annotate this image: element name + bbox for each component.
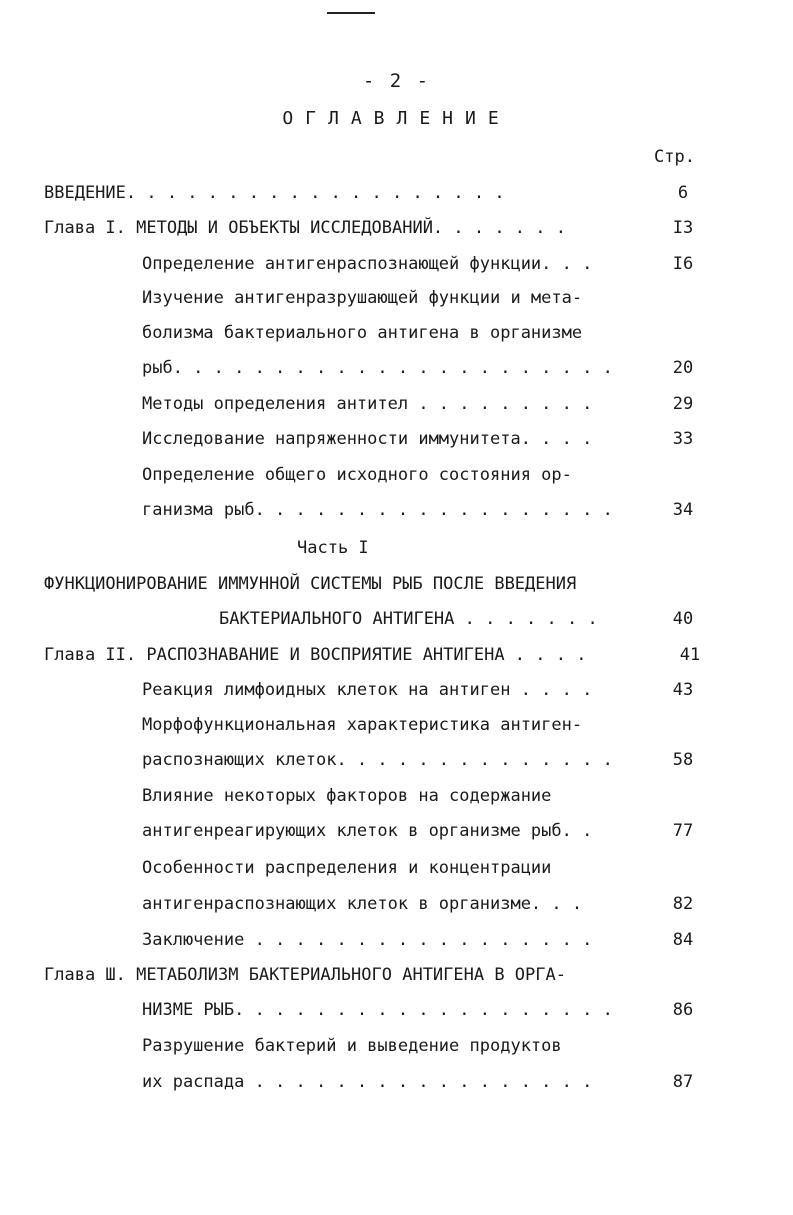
page-title: ОГЛАВЛЕНИЕ: [282, 108, 511, 129]
toc-page: 87: [672, 1072, 694, 1092]
toc-line: Изучение антигенразрушающей функции и мета-: [142, 288, 583, 308]
toc-line: Реакция лимфоидных клеток на антиген . . . .: [142, 680, 593, 700]
toc-line: Морфофункциональная характеристика антиген-: [142, 715, 583, 735]
toc-line: Методы определения антител . . . . . . . . .: [142, 394, 593, 414]
toc-line: Особенности распределения и концентрации: [142, 858, 552, 878]
toc-page: 58: [672, 750, 694, 770]
toc-line: НИЗМЕ РЫБ. . . . . . . . . . . . . . . . . . .: [142, 1000, 613, 1020]
toc-line: ФУНКЦИОНИРОВАНИЕ ИММУННОЙ СИСТЕМЫ РЫБ ПОСЛЕ ВВЕДЕНИЯ: [44, 574, 577, 594]
top-rule: [327, 12, 375, 14]
toc-line: антигенреагирующих клеток в организме рыб. .: [142, 821, 593, 841]
toc-line: антигенраспознающих клеток в организме. . .: [142, 894, 583, 914]
toc-line: их распада . . . . . . . . . . . . . . . . .: [142, 1072, 593, 1092]
toc-page: 43: [672, 680, 694, 700]
toc-page: 6: [677, 183, 689, 203]
toc-page: 84: [672, 930, 694, 950]
toc-line: Определение антигенраспознающей функции. . .: [142, 254, 593, 274]
toc-line: Влияние некоторых факторов на содержание: [142, 786, 552, 806]
toc-page: 33: [672, 429, 694, 449]
toc-page: 40: [672, 609, 694, 629]
toc-page: 82: [672, 894, 694, 914]
toc-page: 34: [672, 500, 694, 520]
toc-page: 29: [672, 394, 694, 414]
toc-page: I6: [672, 254, 694, 274]
toc-line: Глава Ш. МЕТАБОЛИЗМ БАКТЕРИАЛЬНОГО АНТИГЕНА В ОРГА-: [44, 965, 566, 985]
toc-line: Глава I. МЕТОДЫ И ОБЪЕКТЫ ИССЛЕДОВАНИЙ. . . . . . .: [44, 218, 566, 238]
toc-line: ВВЕДЕНИЕ. . . . . . . . . . . . . . . . . . .: [44, 183, 505, 203]
toc-line: Глава II. РАСПОЗНАВАНИЕ И ВОСПРИЯТИЕ АНТИГЕНА . . . .: [44, 645, 587, 665]
toc-line: ганизма рыб. . . . . . . . . . . . . . . . . .: [142, 500, 613, 520]
page-column-header: Стр.: [654, 147, 695, 167]
toc-page: I3: [672, 218, 694, 238]
page-number: - 2 -: [362, 70, 431, 92]
toc-page: 77: [672, 821, 694, 841]
part-heading: Часть I: [297, 538, 369, 558]
toc-line: рыб. . . . . . . . . . . . . . . . . . . . . .: [142, 358, 613, 378]
toc-line: распознающих клеток. . . . . . . . . . . . . .: [142, 750, 613, 770]
toc-line: Определение общего исходного состояния ор-: [142, 465, 572, 485]
toc-line: болизма бактериального антигена в организме: [142, 323, 583, 343]
toc-line: Исследование напряженности иммунитета. . . .: [142, 429, 593, 449]
toc-page: 86: [672, 1000, 694, 1020]
toc-page: 20: [672, 358, 694, 378]
toc-line: БАКТЕРИАЛЬНОГО АНТИГЕНА . . . . . . .: [219, 609, 598, 629]
toc-line: Разрушение бактерий и выведение продуктов: [142, 1036, 562, 1056]
toc-page: 41: [679, 645, 701, 665]
toc-line: Заключение . . . . . . . . . . . . . . . . .: [142, 930, 593, 950]
